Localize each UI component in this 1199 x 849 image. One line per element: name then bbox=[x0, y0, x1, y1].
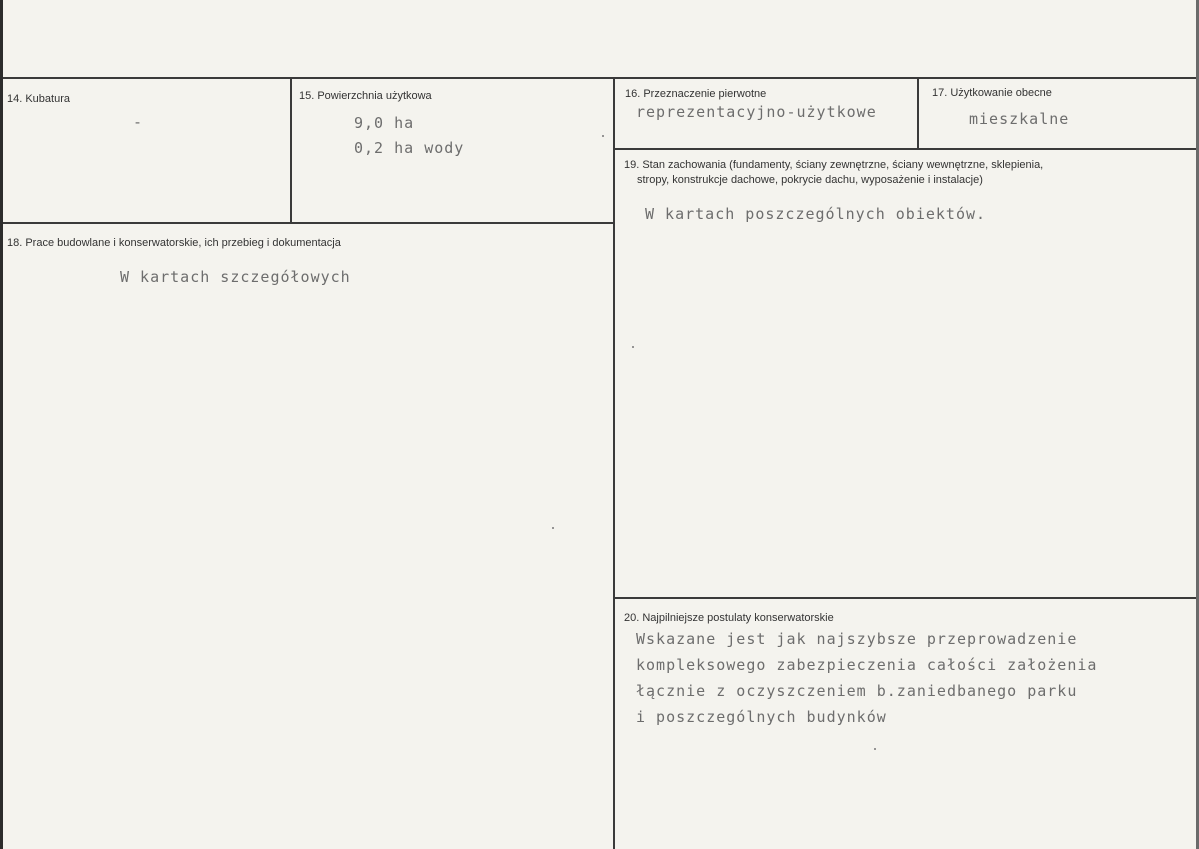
divider-16-17 bbox=[917, 77, 919, 149]
rule-above-20 bbox=[615, 597, 1196, 599]
field-18-value: W kartach szczegółowych bbox=[120, 268, 351, 286]
scan-speck bbox=[602, 135, 604, 137]
scan-speck bbox=[632, 346, 634, 348]
field-19-label-line-2: stropy, konstrukcje dachowe, pokrycie dachu, wyposażenie i instalacje) bbox=[637, 174, 983, 186]
top-rule bbox=[3, 77, 1196, 79]
field-19-value: W kartach poszczególnych obiektów. bbox=[645, 205, 987, 223]
scan-speck bbox=[874, 748, 876, 750]
divider-center bbox=[613, 77, 615, 849]
field-20-line-3: łącznie z oczyszczeniem b.zaniedbanego parku bbox=[636, 682, 1078, 700]
field-17-value: mieszkalne bbox=[969, 110, 1070, 128]
field-17-label: 17. Użytkowanie obecne bbox=[932, 87, 1052, 99]
field-15-value-water: 0,2 ha wody bbox=[354, 139, 465, 157]
field-14-value: - bbox=[133, 113, 144, 131]
field-20-label: 20. Najpilniejsze postulaty konserwatorskie bbox=[624, 612, 834, 624]
field-18-label: 18. Prace budowlane i konserwatorskie, ich przebieg i dokumentacja bbox=[7, 237, 341, 249]
field-15-label: 15. Powierzchnia użytkowa bbox=[299, 90, 432, 102]
field-20-line-4: i poszczególnych budynków bbox=[636, 708, 887, 726]
field-16-value: reprezentacyjno-użytkowe bbox=[636, 103, 877, 121]
scan-edge-left bbox=[0, 0, 3, 849]
field-20-line-1: Wskazane jest jak najszybsze przeprowadzenie bbox=[636, 630, 1078, 648]
field-15-value-area: 9,0 ha bbox=[354, 114, 415, 132]
rule-under-16 bbox=[615, 148, 1196, 150]
field-16-label: 16. Przeznaczenie pierwotne bbox=[625, 88, 767, 100]
field-14-label: 14. Kubatura bbox=[7, 93, 70, 105]
field-20-line-2: kompleksowego zabezpieczenia całości założenia bbox=[636, 656, 1098, 674]
rule-under-14-15 bbox=[3, 222, 615, 224]
divider-14-15 bbox=[290, 77, 292, 224]
field-19-label-line-1: 19. Stan zachowania (fundamenty, ściany zewnętrzne, ściany wewnętrzne, sklepienia, bbox=[624, 159, 1044, 171]
scan-speck bbox=[552, 527, 554, 529]
field-20-text-block bbox=[636, 626, 1097, 730]
